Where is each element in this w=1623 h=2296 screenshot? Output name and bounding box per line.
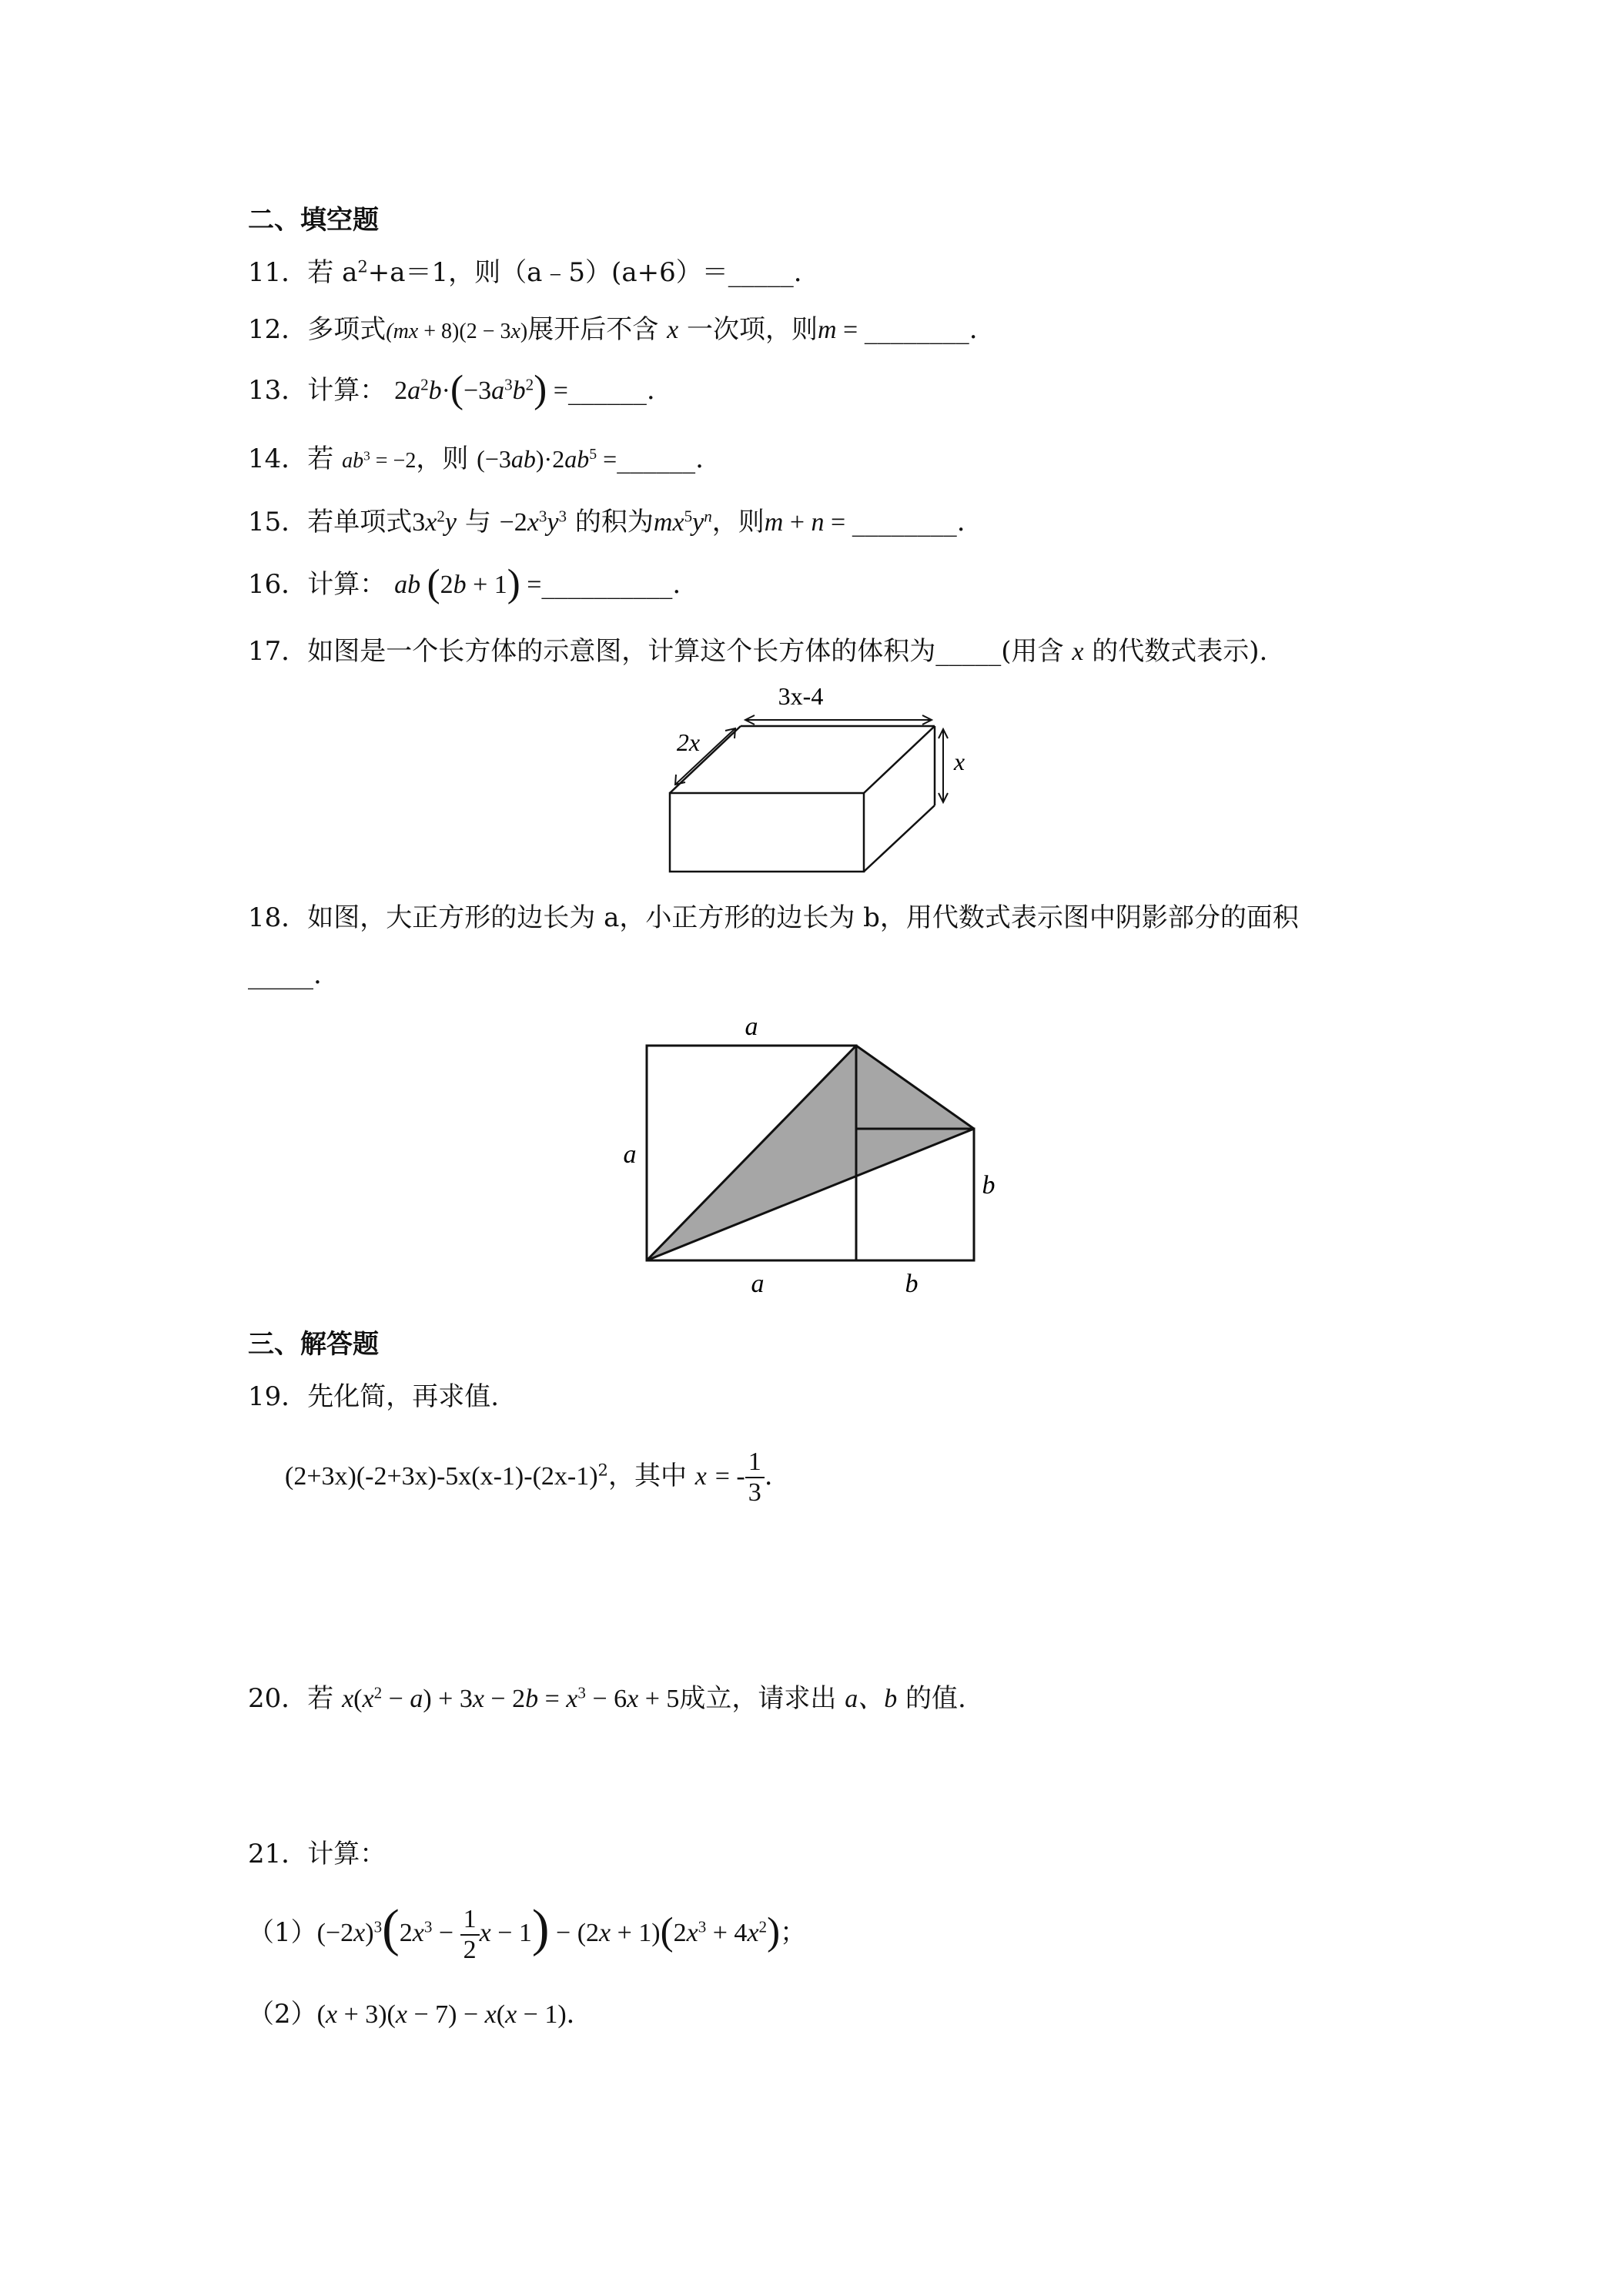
question-number: 17． [248,636,308,667]
question-text: 成立，请求出 [679,1683,837,1714]
question-12 [248,313,978,349]
answer-blank: __________ [541,568,673,600]
question-number: 13． [248,374,308,406]
question-text: +a＝1，则（a﹣5）(a+6）＝ [367,257,728,288]
math-variable: a、b [845,1685,898,1713]
denominator: 3 [748,1478,761,1507]
math-expression: $3x^2y$ [412,507,457,537]
question-20 [248,1682,966,1716]
cuboid-front-face [670,793,864,872]
cuboid-figure [654,674,978,878]
question-number: 12． [248,314,308,345]
question-text: 计算： [307,374,387,406]
question-number: 15． [248,507,308,537]
denominator: 2 [463,1936,477,1964]
math-expression: $(-2x)^3(2x^3$ − $\frac{1}{2}$ $x - 1) - (2x + 1)(2x^3 + 4x^2)$； [316,1898,807,1964]
question-text: 若 [307,443,334,474]
math-expression: $mx^5y^n$ [653,507,712,537]
answer-blank: ______ [617,443,696,474]
question-text: 若 [307,1683,334,1714]
question-text: 先化简，再求值. [307,1381,500,1412]
question-11: 11．若 $a^2+a=1$，则（a﹣5）(a+6）＝_____. [248,256,802,288]
question-text: 若 a [307,257,358,288]
answer-blank: ________ [864,314,969,345]
math-expression: m + n = [764,508,852,537]
part-label: （2） [248,1999,317,2030]
answer-blank: ________ [852,507,957,537]
label-top-a: a [745,1012,758,1041]
period: . [672,568,681,600]
question-number: 20． [248,1683,308,1714]
question-18-line2: _____. [248,959,322,990]
fraction-one-third [745,1448,765,1508]
cuboid-edge [864,726,935,793]
squares-figure [616,1009,1001,1301]
question-19-expression: $(2+3x)(-2+3x)-5x(x-1)-(2x-1)^2$，其中 x = - $\frac{1}{3}$ . [285,1448,773,1507]
math-expression: $(-3ab)\cdot 2ab^5$ = [477,445,617,473]
question-19 [248,1380,499,1414]
label-right-b: b [982,1171,996,1200]
question-16 [248,562,681,605]
question-text: 一次项，则 [686,314,818,345]
label-depth: 2x [676,728,701,756]
question-text: ，则 [711,507,765,537]
math-expression: $-2x^3y^3$ [499,507,567,537]
question-text: 的积为 [574,507,654,537]
question-21 [248,1837,386,1871]
question-number: 14． [248,443,308,474]
answer-blank: _____ [728,257,794,288]
math-expression: ab (2b + 1) = [394,562,542,605]
math-symbol: = - [714,1462,745,1491]
math-expression: (x + 3)(x − 7) − x(x − 1)． [316,2000,593,2029]
question-21-part2 [248,1997,593,2032]
math-variable: x [694,1462,707,1491]
question-text: 的代数式表示). [1092,636,1268,667]
question-15 [248,505,965,540]
answer-blank: ______ [567,374,647,406]
math-expression: m = [817,316,865,344]
question-17 [248,634,1267,669]
numerator: 1 [460,1905,480,1936]
math-expression: (mx + 8)(2 − 3x) [386,320,528,343]
label-bottom-b: b [905,1270,919,1298]
math-variable: x [1072,638,1084,666]
period: . [969,314,978,345]
math-expression: $x(x^2 - a) + 3x - 2b = x^3 - 6x + 5$ [342,1683,680,1713]
question-text: 若单项式 [307,507,413,537]
label-length: 3x-4 [778,682,824,710]
period: . [646,374,655,406]
section-title-solve: 三、解答题 [248,1329,379,1360]
question-14 [248,442,704,478]
question-18 [248,901,1299,935]
question-text: 多项式 [307,314,387,345]
math-expression: (2+3x)(-2+3x)-5x(x-1)-(2x-1) [285,1462,598,1491]
question-number: 19． [248,1381,308,1412]
question-number: 11． [248,257,308,288]
label-height: x [953,748,965,775]
section-title-fill-in: 二、填空题 [248,205,379,236]
math-expression: $ab^3 = -2$ [342,448,417,473]
question-number: 18． [248,902,308,933]
period: . [695,443,704,474]
question-text: 计算： [307,1839,387,1869]
period: . [764,1461,773,1491]
cuboid-edge [864,805,935,872]
label-bottom-a: a [751,1270,765,1298]
period: . [793,257,802,288]
numerator: 1 [745,1448,765,1478]
question-number: 16． [248,568,308,600]
math-expression: $2a^2b\cdot(-3a^3b^2)$ = [394,368,568,411]
question-text: 如图，大正方形的边长为 a，小正方形的边长为 b，用代数式表示图中阴影部分的面积 [307,902,1299,933]
fraction-one-half [460,1905,480,1965]
question-text: 如图是一个长方体的示意图，计算这个长方体的体积为_____(用含 [307,636,1064,667]
question-13 [248,368,655,411]
question-text: 的值. [905,1683,966,1714]
math-variable: x [667,316,679,344]
shaded-triangle [647,1046,974,1260]
part-label: （1） [248,1916,317,1948]
question-text: ，其中 [607,1461,687,1491]
question-text: 展开后不含 [527,314,659,345]
question-text: 计算： [307,568,387,600]
question-number: 21． [248,1839,308,1869]
question-text: ，则 [416,443,469,474]
period: . [956,507,965,537]
question-21-part1 [248,1898,807,1965]
label-left-a: a [623,1140,637,1169]
question-text: 与 [464,507,491,537]
